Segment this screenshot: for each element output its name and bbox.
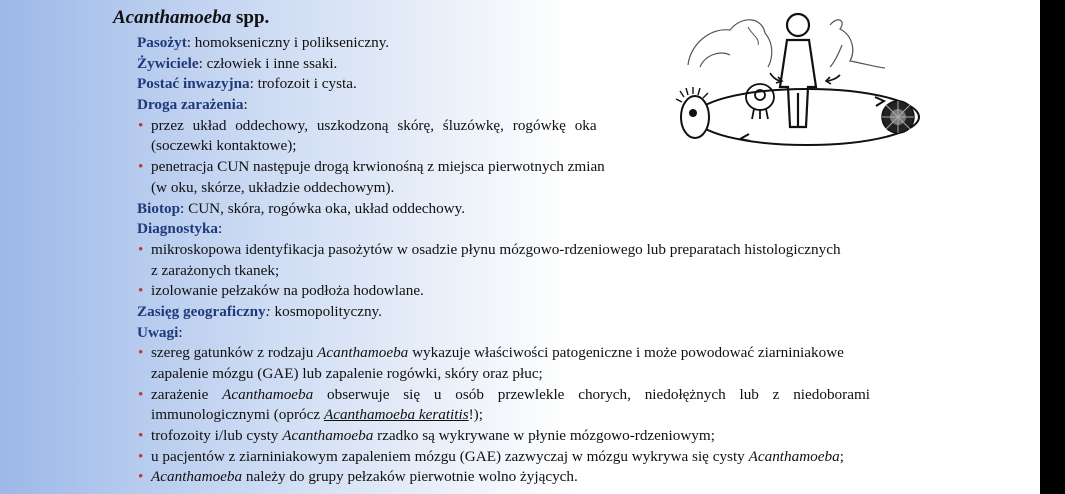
biotope-label: Biotop — [137, 199, 181, 217]
invasive-form-label: Postać inwazyjna — [137, 75, 250, 93]
notes-label: Uwagi — [137, 323, 179, 341]
geographic-range-label: Zasięg geograficzny — [137, 302, 266, 320]
list-item: • Acanthamoeba należy do grupy pełzaków pierwotnie wolno żyjących. — [137, 467, 937, 488]
infection-route-colon: : — [243, 96, 248, 114]
biotope-line — [137, 199, 937, 220]
parasite-line — [137, 33, 937, 54]
title-genus: Acanthamoeba — [113, 7, 232, 28]
geographic-range-line — [137, 302, 937, 323]
list-item: • izolowanie pełzaków na podłoża hodowlane. — [137, 281, 937, 302]
infection-route-label: Droga zarażenia — [137, 96, 244, 114]
parasite-text: : homokseniczny i polikseniczny. — [186, 34, 390, 51]
list-item: • penetracja CUN następuje drogą krwionośną z miejsca pierwotnych zmian — [137, 157, 937, 178]
diagnostics-label: Diagnostyka — [137, 220, 219, 238]
infection-route-heading — [137, 95, 937, 116]
list-item: • zarażenie Acanthamoeba obserwuje się u osób przewlekle chorych, niedołężnych lub z niedoborami — [137, 385, 937, 406]
diagnostics-colon: : — [218, 220, 223, 238]
hosts-line — [137, 54, 937, 75]
hosts-label: Żywiciele — [137, 54, 199, 72]
geographic-range-colon: : — [265, 302, 271, 320]
invasive-form-text: : trofozoit i cysta. — [249, 75, 357, 93]
geographic-range-text: kosmopolityczny. — [270, 302, 382, 320]
title-suffix: spp. — [231, 7, 270, 28]
list-item-continuation: immunologicznymi (oprócz Acanthamoeba keratitis!); — [151, 406, 483, 424]
keratitis-link-text: Acanthamoeba keratitis — [323, 406, 469, 424]
biotope-text: : CUN, skóra, rogówka oka, układ oddechowy. — [180, 199, 466, 217]
list-item: • przez układ oddechowy, uszkodzoną skórę, śluzówkę, rogówkę oka — [137, 116, 937, 137]
diagnostics-heading — [137, 219, 937, 240]
list-item-continuation: zapalenie mózgu (GAE) lub zapalenie rogówki, skóry oraz płuc; — [151, 365, 543, 382]
black-edge — [1040, 0, 1065, 494]
notes-heading — [137, 323, 937, 344]
page-title — [113, 7, 269, 29]
list-item-continuation: (w oku, skórze, układzie oddechowym). — [151, 178, 395, 196]
invasive-form-line — [137, 74, 937, 95]
parasite-label: Pasożyt — [137, 34, 187, 51]
content — [137, 33, 937, 488]
list-item: • szereg gatunków z rodzaju Acanthamoeba wykazuje właściwości patogeniczne i może powodować ziarniniakowe — [137, 343, 937, 364]
list-item-continuation: z zarażonych tkanek; — [151, 261, 280, 279]
list-item: • u pacjentów z ziarniniakowym zapaleniem mózgu (GAE) zazwyczaj w mózgu wykrywa się cysty Acanthamoeba; — [137, 447, 937, 468]
list-item-continuation: (soczewki kontaktowe); — [151, 137, 297, 155]
list-item: • mikroskopowa identyfikacja pasożytów w osadzie płynu mózgowo-rdzeniowego lub preparatach histologicznych — [137, 240, 937, 261]
hosts-text: : człowiek i inne ssaki. — [198, 54, 338, 72]
list-item: • trofozoity i/lub cysty Acanthamoeba rzadko są wykrywane w płynie mózgowo-rdzeniowym; — [137, 426, 937, 447]
notes-colon: : — [178, 323, 183, 341]
